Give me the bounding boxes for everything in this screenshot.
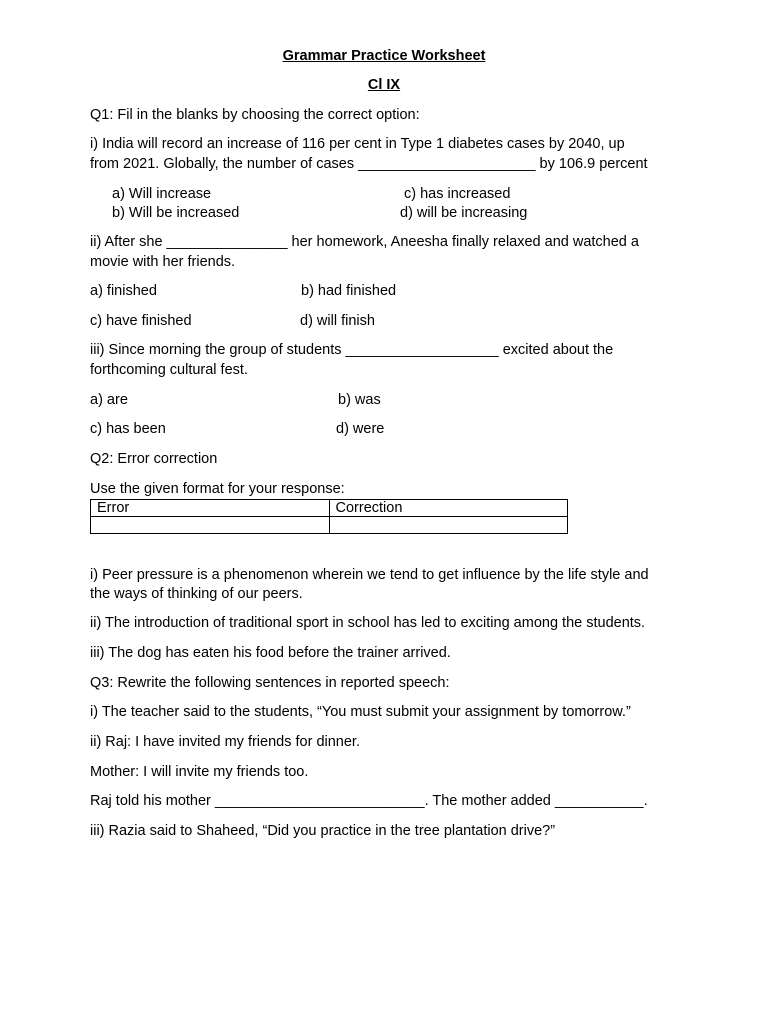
q2-ii: ii) The introduction of traditional sport in school has led to exciting among the students. bbox=[90, 615, 646, 631]
table-row bbox=[91, 517, 568, 534]
q1-iii-option-d: d) were bbox=[336, 421, 385, 437]
q1-iii-line2: forthcoming cultural fest. bbox=[90, 362, 248, 378]
q1-iii-option-c: c) has been bbox=[90, 421, 166, 437]
q1-ii-option-b: b) had finished bbox=[301, 283, 397, 299]
q3-ii-blank: Raj told his mother __________________________. The mother added ___________. bbox=[90, 793, 648, 809]
q1-ii-line1: ii) After she _______________ her homework, Aneesha finally relaxed and watched a bbox=[90, 234, 639, 250]
q1-ii-option-c: c) have finished bbox=[90, 313, 192, 329]
q1-iii-line1: iii) Since morning the group of students ___________________ excited about the bbox=[90, 342, 614, 358]
q1-iii-option-b: b) was bbox=[338, 392, 381, 408]
table-cell-correction bbox=[329, 517, 568, 534]
q3-ii-mother: Mother: I will invite my friends too. bbox=[90, 764, 309, 780]
q1-ii-option-d: d) will finish bbox=[300, 313, 375, 329]
q1-i-option-d: d) will be increasing bbox=[400, 205, 528, 221]
q1-i-option-a: a) Will increase bbox=[112, 186, 212, 202]
q1-ii-line2: movie with her friends. bbox=[90, 254, 236, 270]
q1-iii-option-a: a) are bbox=[90, 392, 128, 408]
q1-ii-option-a: a) finished bbox=[90, 283, 157, 299]
q2-i-line1: i) Peer pressure is a phenomenon wherein we tend to get influence by the life style and bbox=[90, 567, 649, 583]
q1-i-option-b: b) Will be increased bbox=[112, 205, 240, 221]
q3-heading: Q3: Rewrite the following sentences in reported speech: bbox=[90, 675, 450, 691]
q1-i-line2: from 2021. Globally, the number of cases ______________________ by 106.9 percent bbox=[90, 156, 648, 172]
class-label: Cl IX bbox=[367, 77, 401, 93]
q2-heading: Q2: Error correction bbox=[90, 451, 218, 467]
q2-format-label: Use the given format for your response: bbox=[90, 481, 345, 497]
table-cell-error bbox=[91, 517, 330, 534]
worksheet-title: Grammar Practice Worksheet bbox=[282, 48, 486, 64]
response-table bbox=[90, 499, 568, 534]
table-header-correction: Correction bbox=[329, 500, 568, 517]
q3-iii: iii) Razia said to Shaheed, “Did you practice in the tree plantation drive?” bbox=[90, 823, 556, 839]
q1-i-line1: i) India will record an increase of 116 per cent in Type 1 diabetes cases by 2040, up bbox=[90, 136, 625, 152]
q3-ii-raj: ii) Raj: I have invited my friends for dinner. bbox=[90, 734, 360, 750]
q1-i-option-c: c) has increased bbox=[404, 186, 511, 202]
q2-iii: iii) The dog has eaten his food before the trainer arrived. bbox=[90, 645, 451, 661]
table-header-error: Error bbox=[91, 500, 330, 517]
table-header-row bbox=[91, 500, 568, 517]
q2-i-line2: the ways of thinking of our peers. bbox=[90, 586, 303, 602]
q3-i: i) The teacher said to the students, “You must submit your assignment by tomorrow.” bbox=[90, 704, 631, 720]
q1-heading: Q1: Fil in the blanks by choosing the correct option: bbox=[90, 107, 420, 123]
